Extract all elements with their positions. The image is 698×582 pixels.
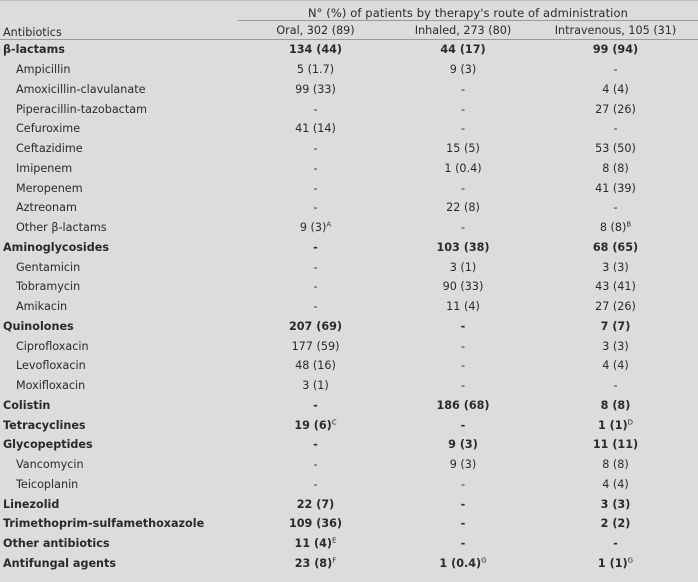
oral-value xyxy=(238,514,393,534)
cell-value: 9 (3) xyxy=(448,438,478,452)
antibiotic-name: Cefuroxime xyxy=(16,122,81,136)
intravenous-value xyxy=(533,415,698,435)
table-row xyxy=(0,218,698,238)
antibiotic-name: Levofloxacin xyxy=(16,359,86,373)
cell-value: - xyxy=(313,438,318,452)
cell-value: 7 (7) xyxy=(600,319,631,333)
cell-value: - xyxy=(313,161,318,175)
table-row xyxy=(0,119,698,139)
antibiotic-name: Imipenem xyxy=(16,161,73,175)
table-row xyxy=(0,178,698,198)
intravenous-value xyxy=(533,60,698,80)
cell-value: 41 (39) xyxy=(595,181,636,195)
cell-value: 23 (8) xyxy=(294,556,333,570)
antibiotic-name: Ciprofloxacin xyxy=(16,339,89,353)
oral-value xyxy=(238,159,393,179)
cell-value: 207 (69) xyxy=(288,319,343,333)
oral-value xyxy=(238,99,393,119)
cell-value: 27 (26) xyxy=(595,102,636,116)
intravenous-value xyxy=(533,435,698,455)
intravenous-value xyxy=(533,494,698,514)
oral-value xyxy=(238,376,393,396)
header-group-caption: N° (%) of patients by therapy's route of administration xyxy=(238,1,698,21)
inhaled-value xyxy=(393,317,533,337)
footnote-marker: G xyxy=(627,556,634,565)
oral-value xyxy=(238,396,393,416)
intravenous-value xyxy=(533,238,698,258)
antibiotic-name: Amikacin xyxy=(16,300,68,314)
footnote-marker: E xyxy=(332,536,337,545)
inhaled-value xyxy=(393,277,533,297)
table-row xyxy=(0,159,698,179)
header-route-intravenous: Intravenous, 105 (31) xyxy=(533,21,698,40)
table-row xyxy=(0,415,698,435)
inhaled-value xyxy=(393,356,533,376)
cell-value: 8 (8) xyxy=(602,458,629,472)
inhaled-value xyxy=(393,297,533,317)
oral-value xyxy=(238,534,393,554)
table-row xyxy=(0,238,698,258)
footnote-marker: C xyxy=(331,417,337,426)
cell-value: - xyxy=(313,458,318,472)
table-row xyxy=(0,40,698,60)
table-row xyxy=(0,475,698,495)
cell-value: 8 (8) xyxy=(600,398,631,412)
cell-value: - xyxy=(613,537,618,551)
oral-value xyxy=(238,336,393,356)
intravenous-value xyxy=(533,297,698,317)
table-row xyxy=(0,198,698,218)
oral-value xyxy=(238,317,393,337)
table-row xyxy=(0,514,698,534)
oral-value xyxy=(238,356,393,376)
intravenous-value xyxy=(533,277,698,297)
table-header xyxy=(0,1,698,40)
cell-value: - xyxy=(613,201,618,215)
inhaled-value xyxy=(393,554,533,574)
table-row xyxy=(0,277,698,297)
cell-value: - xyxy=(460,221,466,235)
cell-value: - xyxy=(460,477,466,491)
inhaled-value xyxy=(393,534,533,554)
footnote-marker: F xyxy=(332,556,337,565)
cell-value: - xyxy=(313,260,318,274)
inhaled-value xyxy=(393,178,533,198)
table-row xyxy=(0,297,698,317)
cell-value: 68 (65) xyxy=(592,240,639,254)
cell-value: - xyxy=(313,240,318,254)
cell-value: - xyxy=(613,63,618,77)
footnote-marker: B xyxy=(626,220,632,229)
cell-value: 109 (36) xyxy=(288,517,343,531)
inhaled-value xyxy=(393,40,533,60)
inhaled-value xyxy=(393,494,533,514)
inhaled-value xyxy=(393,336,533,356)
antibiotic-name: Moxifloxacin xyxy=(16,379,86,393)
header-antibiotics: Antibiotics xyxy=(0,1,238,40)
antibiotic-name: Vancomycin xyxy=(16,458,84,472)
cell-value: 9 (3) xyxy=(449,458,477,472)
cell-value: 3 (1) xyxy=(302,379,329,393)
cell-value: - xyxy=(460,379,466,393)
table-row xyxy=(0,396,698,416)
antibiotic-name: Gentamicin xyxy=(16,260,81,274)
antibiotic-name: Aminoglycosides xyxy=(3,240,110,254)
antibiotic-name: Teicoplanin xyxy=(16,477,79,491)
oral-value xyxy=(238,435,393,455)
inhaled-value xyxy=(393,415,533,435)
oral-value xyxy=(238,60,393,80)
cell-value: 19 (6) xyxy=(294,418,332,432)
header-route-oral: Oral, 302 (89) xyxy=(238,21,393,40)
antibiotic-name: Antifungal agents xyxy=(3,556,117,570)
antibiotic-name: Tetracyclines xyxy=(3,418,86,432)
oral-value xyxy=(238,455,393,475)
cell-value: 3 (3) xyxy=(602,339,629,353)
cell-value: - xyxy=(460,122,466,136)
cell-value: 5 (1.7) xyxy=(296,63,335,77)
intravenous-value xyxy=(533,80,698,100)
intravenous-value xyxy=(533,376,698,396)
intravenous-value xyxy=(533,178,698,198)
table-row xyxy=(0,435,698,455)
cell-value: 1 (1) xyxy=(597,418,628,432)
cell-value: 22 (7) xyxy=(296,497,335,511)
cell-value: - xyxy=(460,359,466,373)
cell-value: 103 (38) xyxy=(436,240,490,254)
table-row xyxy=(0,60,698,80)
inhaled-value xyxy=(393,435,533,455)
antibiotic-name: Quinolones xyxy=(3,319,74,333)
intravenous-value xyxy=(533,356,698,376)
cell-value: - xyxy=(313,398,318,412)
table-row xyxy=(0,99,698,119)
cell-value: - xyxy=(460,319,466,333)
intravenous-value xyxy=(533,554,698,574)
cell-value: 99 (33) xyxy=(295,82,336,96)
footnote-marker: D xyxy=(627,417,634,426)
oral-value xyxy=(238,554,393,574)
intravenous-value xyxy=(533,455,698,475)
inhaled-value xyxy=(393,514,533,534)
oral-value xyxy=(238,218,393,238)
cell-value: 11 (4) xyxy=(446,300,480,314)
footnote-marker: G xyxy=(481,556,487,565)
intravenous-value xyxy=(533,40,698,60)
intravenous-value xyxy=(533,514,698,534)
cell-value: 1 (1) xyxy=(597,556,628,570)
antibiotic-name: Other antibiotics xyxy=(3,537,110,551)
table-row xyxy=(0,554,698,574)
intravenous-value xyxy=(533,218,698,238)
cell-value: - xyxy=(313,142,318,156)
table-row xyxy=(0,336,698,356)
antibiotic-name: Aztreonam xyxy=(16,201,77,215)
table-row xyxy=(0,317,698,337)
cell-value: 99 (94) xyxy=(592,43,639,57)
cell-value: 9 (3) xyxy=(299,221,327,235)
cell-value: - xyxy=(460,102,466,116)
cell-value: 27 (26) xyxy=(595,300,636,314)
cell-value: 1 (0.4) xyxy=(444,161,482,175)
cell-value: 4 (4) xyxy=(602,82,629,96)
intravenous-value xyxy=(533,336,698,356)
antibiotic-name: Ampicillin xyxy=(16,63,71,77)
table-row xyxy=(0,80,698,100)
inhaled-value xyxy=(393,60,533,80)
cell-value: - xyxy=(460,418,466,432)
inhaled-value xyxy=(393,159,533,179)
cell-value: - xyxy=(313,102,318,116)
cell-value: 8 (8) xyxy=(602,161,629,175)
cell-value: 11 (4) xyxy=(294,537,333,551)
cell-value: 1 (0.4) xyxy=(439,556,482,570)
oral-value xyxy=(238,139,393,159)
oral-value xyxy=(238,40,393,60)
antibiotic-name: Piperacillin-tazobactam xyxy=(16,102,147,116)
intravenous-value xyxy=(533,119,698,139)
cell-value: - xyxy=(460,181,466,195)
antibiotic-name: Linezolid xyxy=(3,497,60,511)
cell-value: 4 (4) xyxy=(602,477,629,491)
intravenous-value xyxy=(533,159,698,179)
antibiotic-name: Ceftazidime xyxy=(16,142,83,156)
inhaled-value xyxy=(393,80,533,100)
antibiotic-name: Glycopeptides xyxy=(3,438,93,452)
cell-value: 8 (8) xyxy=(599,221,627,235)
cell-value: - xyxy=(613,122,618,136)
cell-value: 43 (41) xyxy=(595,280,636,294)
oral-value xyxy=(238,297,393,317)
intravenous-value xyxy=(533,317,698,337)
inhaled-value xyxy=(393,99,533,119)
oral-value xyxy=(238,415,393,435)
oral-value xyxy=(238,277,393,297)
antibiotic-name: Other β-lactams xyxy=(16,221,107,235)
table-row xyxy=(0,257,698,277)
cell-value: - xyxy=(313,201,318,215)
cell-value: - xyxy=(313,181,318,195)
cell-value: - xyxy=(613,379,618,393)
antibiotic-name: Amoxicillin-clavulanate xyxy=(16,82,146,96)
intravenous-value xyxy=(533,257,698,277)
header-route-inhaled: Inhaled, 273 (80) xyxy=(393,21,533,40)
table-body xyxy=(0,40,698,574)
cell-value: - xyxy=(460,339,466,353)
cell-value: 3 (1) xyxy=(449,260,477,274)
oral-value xyxy=(238,119,393,139)
table-row xyxy=(0,494,698,514)
cell-value: 186 (68) xyxy=(436,398,490,412)
inhaled-value xyxy=(393,218,533,238)
inhaled-value xyxy=(393,119,533,139)
table-row xyxy=(0,455,698,475)
cell-value: 41 (14) xyxy=(295,122,336,136)
inhaled-value xyxy=(393,376,533,396)
cell-value: 53 (50) xyxy=(595,142,636,156)
cell-value: 11 (11) xyxy=(592,438,639,452)
cell-value: - xyxy=(313,300,318,314)
oral-value xyxy=(238,494,393,514)
cell-value: 15 (5) xyxy=(446,142,480,156)
antibiotics-table xyxy=(0,1,698,573)
intravenous-value xyxy=(533,396,698,416)
cell-value: 3 (3) xyxy=(600,497,631,511)
intravenous-value xyxy=(533,99,698,119)
cell-value: 134 (44) xyxy=(288,43,343,57)
cell-value: 4 (4) xyxy=(602,359,629,373)
table-row xyxy=(0,356,698,376)
oral-value xyxy=(238,80,393,100)
cell-value: - xyxy=(460,497,466,511)
cell-value: 44 (17) xyxy=(440,43,486,57)
inhaled-value xyxy=(393,455,533,475)
inhaled-value xyxy=(393,396,533,416)
cell-value: 48 (16) xyxy=(295,359,336,373)
cell-value: - xyxy=(313,280,318,294)
inhaled-value xyxy=(393,475,533,495)
cell-value: - xyxy=(313,477,318,491)
cell-value: 9 (3) xyxy=(449,63,477,77)
antibiotic-name: Meropenem xyxy=(16,181,83,195)
oral-value xyxy=(238,257,393,277)
inhaled-value xyxy=(393,198,533,218)
intravenous-value xyxy=(533,475,698,495)
cell-value: 22 (8) xyxy=(446,201,480,215)
inhaled-value xyxy=(393,257,533,277)
antibiotic-name: Tobramycin xyxy=(16,280,81,294)
oral-value xyxy=(238,198,393,218)
footnote-marker: A xyxy=(326,220,332,229)
oral-value xyxy=(238,238,393,258)
cell-value: 177 (59) xyxy=(291,339,340,353)
table-row xyxy=(0,534,698,554)
cell-value: - xyxy=(460,537,466,551)
oral-value xyxy=(238,475,393,495)
oral-value xyxy=(238,178,393,198)
table-row xyxy=(0,376,698,396)
antibiotic-name: Colistin xyxy=(3,398,51,412)
antibiotic-name: Trimethoprim-sulfamethoxazole xyxy=(3,517,205,531)
cell-value: - xyxy=(460,517,466,531)
intravenous-value xyxy=(533,139,698,159)
cell-value: 2 (2) xyxy=(600,517,631,531)
cell-value: 90 (33) xyxy=(442,280,484,294)
cell-value: 3 (3) xyxy=(602,260,629,274)
intravenous-value xyxy=(533,534,698,554)
table-row xyxy=(0,139,698,159)
intravenous-value xyxy=(533,198,698,218)
inhaled-value xyxy=(393,238,533,258)
antibiotic-name: β-lactams xyxy=(0,40,238,60)
inhaled-value xyxy=(393,139,533,159)
cell-value: - xyxy=(460,82,466,96)
